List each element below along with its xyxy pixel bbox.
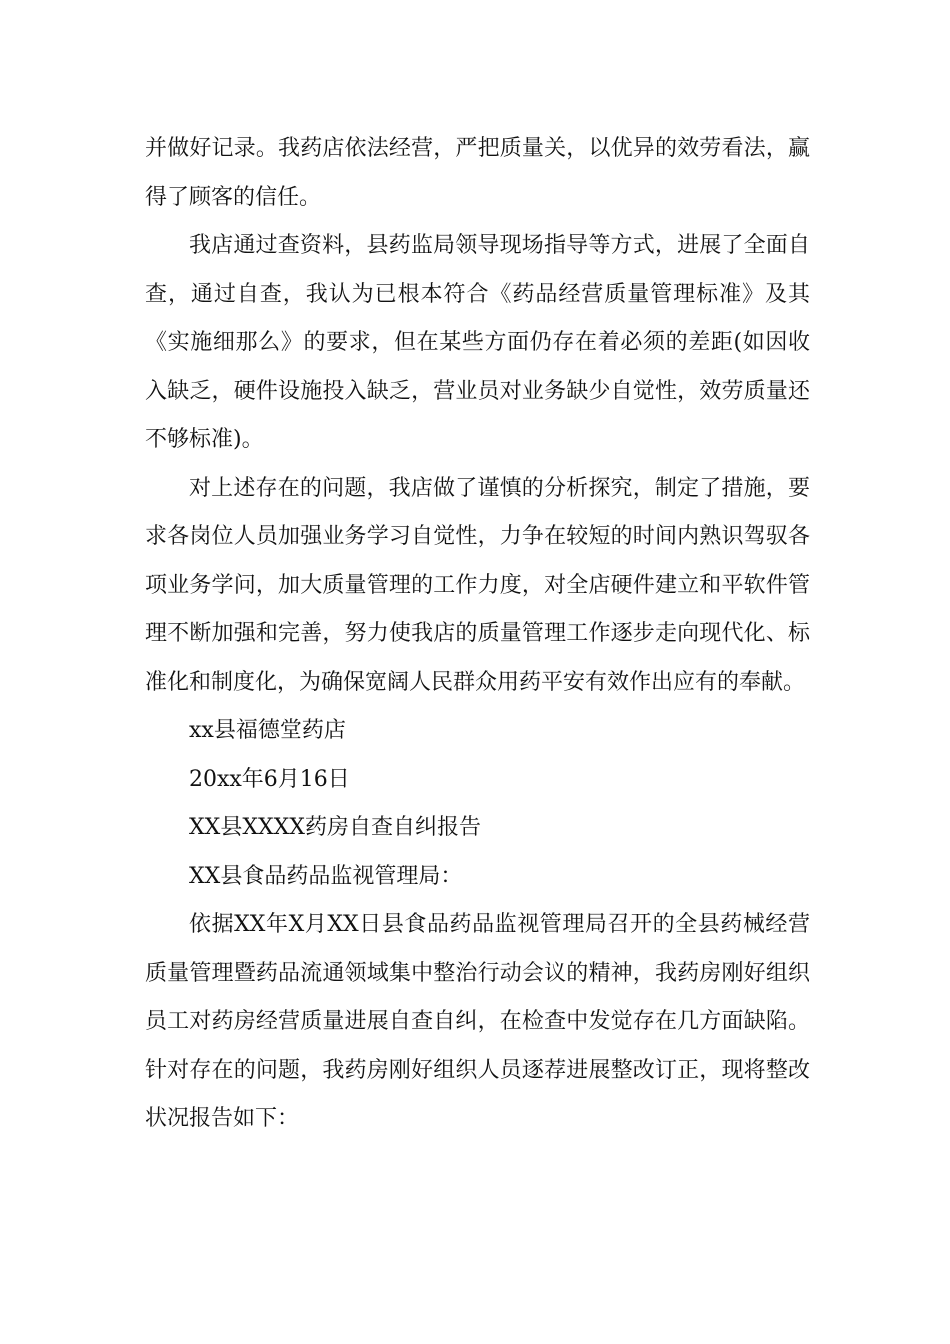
paragraph-record-service: 并做好记录。我药店依法经营，严把质量关，以优异的效劳看法，赢得了顾客的信任。 (145, 136, 810, 210)
document-body (145, 125, 810, 1144)
paragraph-measures: 对上述存在的问题，我店做了谨慎的分析探究，制定了措施，要求各岗位人员加强业务学习自觉性，力争在较短的时间内熟识驾驭各项业务学问，加大质量管理的工作力度，对全店硬件建立和平软件管理不断加强和完善，努力使我店的质量管理工作逐步走向现代化、标准化和制度化，为确保宽阔人民群众用药平安有效作出应有的奉献。 (145, 475, 810, 695)
signature-date: 20xx年6月16日 (189, 766, 350, 792)
report-addressee: XX县食品药品监视管理局： (189, 863, 463, 889)
report-title: XX县XXXX药房自查自纠报告 (189, 815, 481, 840)
signature-store-name: xx县福德堂药店 (189, 718, 346, 743)
paragraph-report-body: 依据XX年X月XX日县食品药品监视管理局召开的全县药械经营质量管理暨药品流通领域集中整治行动会议的精神，我药房刚好组织员工对药房经营质量进展自查自纠，在检查中发觉存在几方面缺陷。针对存在的问题，我药房刚好组织人员逐荐进展整改订正，现将整改状况报告如下： (145, 912, 810, 1131)
paragraph-self-inspection: 我店通过查资料，县药监局领导现场指导等方式，进展了全面自查，通过自查，我认为已根本符合《药品经营质量管理标准》及其《实施细那么》的要求，但在某些方面仍存在着必须的差距(如因收入缺乏，硬件设施投入缺乏，营业员对业务缺少自觉性，效劳质量还不够标准)。 (145, 233, 810, 452)
